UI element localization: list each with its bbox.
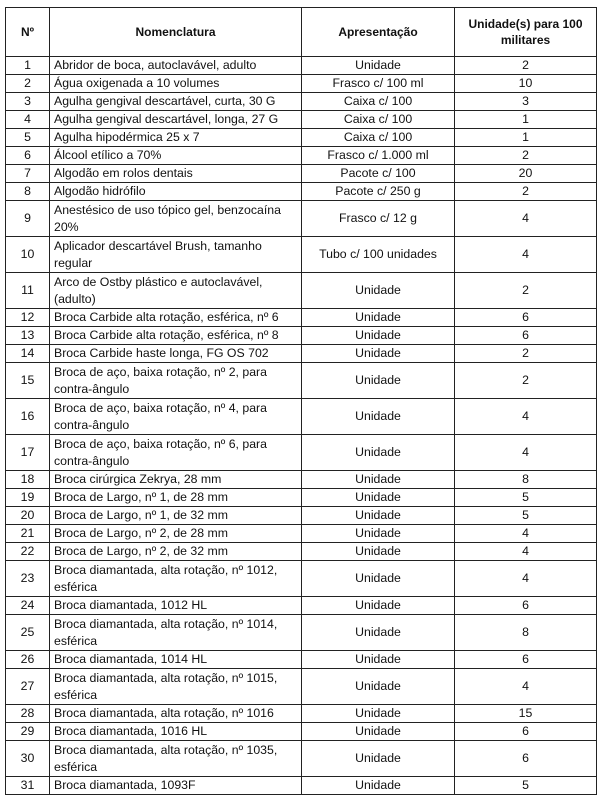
row-quantidade: 2	[455, 363, 597, 399]
row-apresentacao: Unidade	[302, 309, 455, 327]
row-quantidade: 8	[455, 471, 597, 489]
row-apresentacao: Unidade	[302, 57, 455, 75]
row-number: 13	[6, 327, 50, 345]
row-number: 20	[6, 507, 50, 525]
row-quantidade: 20	[455, 165, 597, 183]
table-row	[6, 273, 597, 309]
header-apresentacao: Apresentação	[302, 8, 455, 57]
row-number: 26	[6, 651, 50, 669]
row-nomenclatura: Abridor de boca, autoclavável, adulto	[50, 57, 302, 75]
row-number: 18	[6, 471, 50, 489]
row-apresentacao: Frasco c/ 1.000 ml	[302, 147, 455, 165]
row-quantidade: 4	[455, 669, 597, 705]
row-nomenclatura: Broca de Largo, nº 1, de 32 mm	[50, 507, 302, 525]
row-nomenclatura: Broca cirúrgica Zekrya, 28 mm	[50, 471, 302, 489]
row-quantidade: 2	[455, 183, 597, 201]
row-apresentacao: Frasco c/ 100 ml	[302, 75, 455, 93]
row-number: 9	[6, 201, 50, 237]
row-nomenclatura: Agulha gengival descartável, curta, 30 G	[50, 93, 302, 111]
row-nomenclatura: Broca Carbide alta rotação, esférica, nº 6	[50, 309, 302, 327]
table-row	[6, 615, 597, 651]
row-quantidade: 6	[455, 723, 597, 741]
table-row	[6, 237, 597, 273]
row-apresentacao: Unidade	[302, 273, 455, 309]
row-apresentacao: Tubo c/ 100 unidades	[302, 237, 455, 273]
row-apresentacao: Pacote c/ 100	[302, 165, 455, 183]
row-number: 11	[6, 273, 50, 309]
table-header-row	[6, 8, 597, 57]
table-row	[6, 345, 597, 363]
row-number: 24	[6, 597, 50, 615]
row-number: 3	[6, 93, 50, 111]
row-number: 2	[6, 75, 50, 93]
row-nomenclatura: Broca diamantada, alta rotação, nº 1035, esférica	[50, 741, 302, 777]
row-nomenclatura: Arco de Ostby plástico e autoclavável, (adulto)	[50, 273, 302, 309]
table-row	[6, 183, 597, 201]
row-number: 25	[6, 615, 50, 651]
table-row	[6, 543, 597, 561]
row-apresentacao: Unidade	[302, 327, 455, 345]
row-nomenclatura: Broca de Largo, nº 1, de 28 mm	[50, 489, 302, 507]
row-quantidade: 2	[455, 57, 597, 75]
row-quantidade: 5	[455, 489, 597, 507]
material-table	[5, 7, 597, 795]
table-row	[6, 525, 597, 543]
row-quantidade: 5	[455, 777, 597, 795]
row-apresentacao: Unidade	[302, 435, 455, 471]
table-row	[6, 165, 597, 183]
table-row	[6, 363, 597, 399]
header-num: Nº	[6, 8, 50, 57]
row-number: 17	[6, 435, 50, 471]
table-row	[6, 507, 597, 525]
row-quantidade: 4	[455, 525, 597, 543]
row-apresentacao: Unidade	[302, 651, 455, 669]
row-apresentacao: Unidade	[302, 777, 455, 795]
table-row	[6, 741, 597, 777]
row-apresentacao: Caixa c/ 100	[302, 129, 455, 147]
row-quantidade: 8	[455, 615, 597, 651]
row-nomenclatura: Aplicador descartável Brush, tamanho regular	[50, 237, 302, 273]
row-apresentacao: Caixa c/ 100	[302, 111, 455, 129]
row-apresentacao: Unidade	[302, 507, 455, 525]
table-row	[6, 399, 597, 435]
row-quantidade: 3	[455, 93, 597, 111]
row-apresentacao: Unidade	[302, 363, 455, 399]
row-nomenclatura: Agulha hipodérmica 25 x 7	[50, 129, 302, 147]
row-quantidade: 6	[455, 741, 597, 777]
row-nomenclatura: Broca diamantada, 1016 HL	[50, 723, 302, 741]
row-nomenclatura: Algodão hidrófilo	[50, 183, 302, 201]
row-quantidade: 6	[455, 651, 597, 669]
row-apresentacao: Unidade	[302, 543, 455, 561]
table-row	[6, 705, 597, 723]
row-nomenclatura: Broca Carbide alta rotação, esférica, nº 8	[50, 327, 302, 345]
row-apresentacao: Unidade	[302, 345, 455, 363]
row-nomenclatura: Broca Carbide haste longa, FG OS 702	[50, 345, 302, 363]
row-number: 27	[6, 669, 50, 705]
row-number: 21	[6, 525, 50, 543]
row-apresentacao: Unidade	[302, 561, 455, 597]
row-nomenclatura: Broca diamantada, 1093F	[50, 777, 302, 795]
row-number: 28	[6, 705, 50, 723]
row-apresentacao: Unidade	[302, 399, 455, 435]
row-number: 5	[6, 129, 50, 147]
table-row	[6, 93, 597, 111]
row-nomenclatura: Broca de Largo, nº 2, de 32 mm	[50, 543, 302, 561]
table-row	[6, 723, 597, 741]
table-body	[6, 57, 597, 795]
row-number: 4	[6, 111, 50, 129]
row-quantidade: 5	[455, 507, 597, 525]
row-nomenclatura: Broca diamantada, 1012 HL	[50, 597, 302, 615]
row-number: 12	[6, 309, 50, 327]
row-number: 16	[6, 399, 50, 435]
row-quantidade: 2	[455, 345, 597, 363]
row-nomenclatura: Algodão em rolos dentais	[50, 165, 302, 183]
row-apresentacao: Unidade	[302, 597, 455, 615]
table-row	[6, 111, 597, 129]
table-row	[6, 129, 597, 147]
row-nomenclatura: Anestésico de uso tópico gel, benzocaína 20%	[50, 201, 302, 237]
table-row	[6, 669, 597, 705]
table-row	[6, 75, 597, 93]
row-quantidade: 10	[455, 75, 597, 93]
table-row	[6, 435, 597, 471]
row-quantidade: 4	[455, 201, 597, 237]
table-row	[6, 471, 597, 489]
row-nomenclatura: Broca de aço, baixa rotação, nº 6, para contra-ângulo	[50, 435, 302, 471]
row-quantidade: 4	[455, 435, 597, 471]
table-row	[6, 327, 597, 345]
row-number: 23	[6, 561, 50, 597]
row-quantidade: 1	[455, 129, 597, 147]
row-apresentacao: Unidade	[302, 723, 455, 741]
row-number: 30	[6, 741, 50, 777]
row-number: 8	[6, 183, 50, 201]
row-number: 15	[6, 363, 50, 399]
row-apresentacao: Unidade	[302, 705, 455, 723]
row-number: 10	[6, 237, 50, 273]
row-number: 22	[6, 543, 50, 561]
row-quantidade: 1	[455, 111, 597, 129]
header-unidades: Unidade(s) para 100 militares	[455, 8, 597, 57]
row-nomenclatura: Álcool etílico a 70%	[50, 147, 302, 165]
row-apresentacao: Unidade	[302, 489, 455, 507]
row-nomenclatura: Broca de aço, baixa rotação, nº 2, para contra-ângulo	[50, 363, 302, 399]
row-number: 6	[6, 147, 50, 165]
header-nomenclatura: Nomenclatura	[50, 8, 302, 57]
row-quantidade: 6	[455, 597, 597, 615]
row-quantidade: 6	[455, 327, 597, 345]
row-apresentacao: Unidade	[302, 525, 455, 543]
table-row	[6, 489, 597, 507]
table-row	[6, 597, 597, 615]
row-nomenclatura: Água oxigenada a 10 volumes	[50, 75, 302, 93]
row-number: 7	[6, 165, 50, 183]
row-number: 31	[6, 777, 50, 795]
row-quantidade: 4	[455, 561, 597, 597]
row-nomenclatura: Broca de aço, baixa rotação, nº 4, para contra-ângulo	[50, 399, 302, 435]
row-number: 19	[6, 489, 50, 507]
row-apresentacao: Unidade	[302, 741, 455, 777]
row-quantidade: 4	[455, 543, 597, 561]
row-apresentacao: Unidade	[302, 669, 455, 705]
row-apresentacao: Unidade	[302, 471, 455, 489]
row-quantidade: 6	[455, 309, 597, 327]
table-row	[6, 651, 597, 669]
row-nomenclatura: Broca diamantada, alta rotação, nº 1016	[50, 705, 302, 723]
row-quantidade: 4	[455, 237, 597, 273]
table-row	[6, 309, 597, 327]
row-quantidade: 4	[455, 399, 597, 435]
row-nomenclatura: Broca diamantada, 1014 HL	[50, 651, 302, 669]
table-row	[6, 147, 597, 165]
row-nomenclatura: Broca diamantada, alta rotação, nº 1014, esférica	[50, 615, 302, 651]
table-row	[6, 777, 597, 795]
row-number: 29	[6, 723, 50, 741]
row-apresentacao: Frasco c/ 12 g	[302, 201, 455, 237]
row-quantidade: 2	[455, 147, 597, 165]
row-nomenclatura: Broca diamantada, alta rotação, nº 1015, esférica	[50, 669, 302, 705]
row-number: 14	[6, 345, 50, 363]
row-nomenclatura: Broca diamantada, alta rotação, nº 1012, esférica	[50, 561, 302, 597]
row-nomenclatura: Broca de Largo, nº 2, de 28 mm	[50, 525, 302, 543]
table-row	[6, 561, 597, 597]
row-apresentacao: Pacote c/ 250 g	[302, 183, 455, 201]
row-quantidade: 2	[455, 273, 597, 309]
row-number: 1	[6, 57, 50, 75]
row-apresentacao: Unidade	[302, 615, 455, 651]
table-row	[6, 57, 597, 75]
row-quantidade: 15	[455, 705, 597, 723]
row-nomenclatura: Agulha gengival descartável, longa, 27 G	[50, 111, 302, 129]
row-apresentacao: Caixa c/ 100	[302, 93, 455, 111]
table-row	[6, 201, 597, 237]
